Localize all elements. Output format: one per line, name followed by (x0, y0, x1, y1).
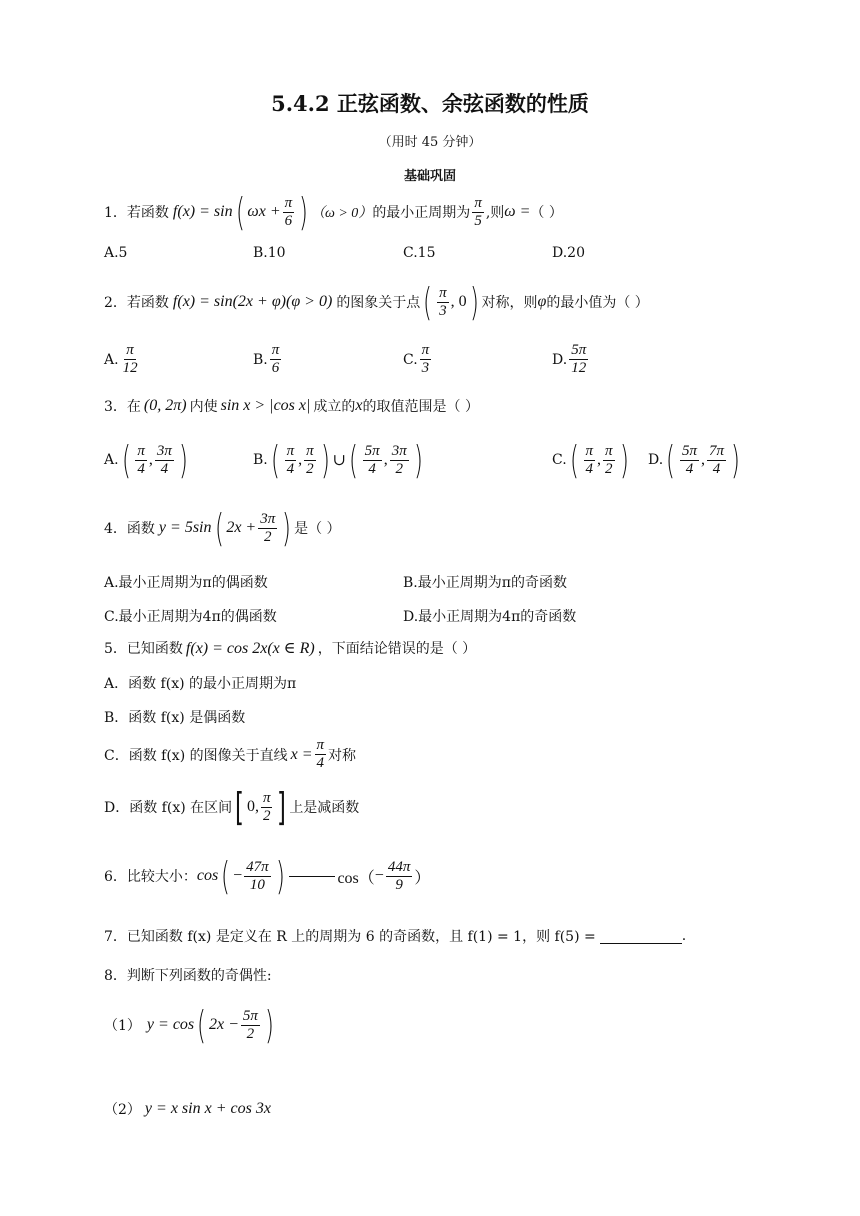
left-paren: ( (235, 190, 245, 234)
question-text: 在 (126, 399, 141, 415)
option-a: A. ( $\frac{\pi}{4}$ , $\frac{3\pi}{4}$ ) (104, 438, 188, 482)
question-3 (104, 396, 479, 416)
question-4: 4． 函数 y = 5sin ( 2x + $\frac{3\pi}{2}$ ) 是（ ） (104, 506, 341, 550)
question-number: 7． (104, 929, 127, 945)
math-expression: x (355, 397, 363, 414)
option-c: C.最小正周期为4π的偶函数 (104, 609, 277, 625)
option-d: D．函数 f(x) 在区间 [ 0, $\frac{\pi}{2}$ ] 上是减函数 (104, 785, 360, 829)
question-text: 若函数 (126, 205, 169, 221)
question-number: 3． (104, 399, 127, 415)
fraction: $\frac{\pi}{3}$ (439, 284, 447, 319)
option-d: D. $\frac{5\pi}{12}$ (552, 342, 587, 376)
math-expression: f(x) = cos 2x(x ∈ R) (185, 640, 315, 657)
option-b: B．函数 f(x) 是偶函数 (104, 710, 246, 726)
condition: （ω > 0） (310, 206, 373, 221)
question-text: 函数 (126, 521, 155, 537)
question-text: 比较大小： (126, 869, 197, 885)
question-text: 的图象关于点 (336, 295, 421, 311)
option-a: A.5 (104, 245, 128, 261)
question-number: 1． (104, 205, 127, 221)
question-text: 的取值范围是（ ） (362, 399, 479, 415)
option-c: C. ( $\frac{\pi}{4}$ , $\frac{\pi}{2}$ ) (552, 438, 629, 482)
option-b: B. $\frac{\pi}{6}$ (253, 342, 280, 376)
question-number: 6． (104, 869, 127, 885)
option-d: D.20 (552, 245, 585, 261)
question-5 (104, 638, 476, 658)
question-text: 判断下列函数的奇偶性: (126, 968, 272, 984)
math-expression: f(x) = sin(2x + φ)(φ > 0) (172, 293, 333, 310)
math-expression: y = 5sin (158, 519, 212, 536)
time-note: （用时 45 分钟） (378, 135, 482, 150)
math-expression: , 0 (450, 293, 467, 310)
math-expression: cos (196, 867, 219, 884)
option-d: D.最小正周期为4π的奇函数 (403, 609, 577, 625)
option-a: A. $\frac{\pi}{12}$ (104, 342, 138, 376)
math-expression: (0, 2π) (143, 397, 187, 414)
answer-bracket: （ ） (530, 205, 563, 221)
fraction: $\frac{\pi}{6}$ (284, 194, 293, 229)
option-c: C. $\frac{\pi}{3}$ (403, 342, 430, 376)
question-text: 已知函数 (126, 641, 183, 657)
math-expression: φ (537, 293, 547, 310)
question-7: 7． 已知函数 f(x) 是定义在 R 上的周期为 6 的奇函数，且 f(1) = 1，则 f(5) = . (104, 928, 687, 945)
question-text: 成立的 (313, 399, 356, 415)
question-text: 是（ ） (294, 521, 341, 537)
right-paren: ) (299, 190, 309, 234)
question-6: 6． 比较大小： cos ( − $\frac{47\pi}{10}$ ) cos（ − $\frac{44\pi}{9}$ ） (104, 854, 431, 898)
answer-blank[interactable] (600, 929, 682, 944)
question-number: 4． (104, 521, 127, 537)
question-text: ,则 (485, 205, 505, 221)
math-expression: f(x) = sin (172, 203, 233, 220)
fraction: $\frac{\pi}{5}$ (474, 194, 482, 229)
option-c: C.15 (403, 245, 436, 261)
answer-blank[interactable] (289, 876, 335, 877)
question-text: 内使 (189, 399, 218, 415)
question-8 (104, 965, 272, 985)
question-2 (104, 282, 649, 322)
right-paren: ) (469, 280, 479, 324)
section-heading: 基础巩固 (403, 169, 456, 184)
option-d: D. ( $\frac{5\pi}{4}$ , $\frac{7\pi}{4}$ ) (648, 438, 740, 482)
question-number: 5． (104, 641, 127, 657)
option-b: B.最小正周期为π的奇函数 (403, 575, 567, 591)
question-number: 8． (104, 968, 127, 984)
question-text: 的最小正周期为 (372, 205, 471, 221)
question-text: 已知函数 f(x) 是定义在 R 上的周期为 6 的奇函数，且 f(1) = 1，则 f(5) = (126, 929, 596, 945)
question-1 (104, 192, 563, 232)
math-expression: ωx + (247, 203, 281, 220)
sub-question-2: （2） y = x sin x + cos 3x (104, 1100, 271, 1118)
fraction: $\frac{3\pi}{2}$ (260, 510, 276, 545)
option-a: A.最小正周期为π的偶函数 (104, 575, 268, 591)
page-title: 5.4.2 正弦函数、余弦函数的性质 (271, 91, 589, 116)
left-paren: ( (423, 280, 433, 324)
option-a: A．函数 f(x) 的最小正周期为π (104, 676, 297, 692)
math-expression: 2x + (226, 519, 257, 536)
question-text: 若函数 (126, 295, 169, 311)
math-expression: ω = (504, 203, 531, 220)
question-text: 的最小值为（ ） (546, 295, 649, 311)
option-b: B. ( $\frac{\pi}{4}$ , $\frac{\pi}{2}$ ) ∪ ( $\frac{5\pi}{4}$ , $\frac{3\pi}{2}$ ) (253, 438, 423, 482)
sub-question-1: （1） y = cos ( 2x − $\frac{5\pi}{2}$ ) (104, 1003, 274, 1047)
question-text: 对称，则 (481, 295, 538, 311)
math-expression: sin x > |cos x| (220, 397, 311, 414)
option-c: C．函数 f(x) 的图像关于直线 x = $\frac{\pi}{4}$ 对称 (104, 737, 357, 771)
option-b: B.10 (253, 245, 286, 261)
question-number: 2． (104, 295, 127, 311)
question-text: ，下面结论错误的是（ ） (317, 641, 477, 657)
